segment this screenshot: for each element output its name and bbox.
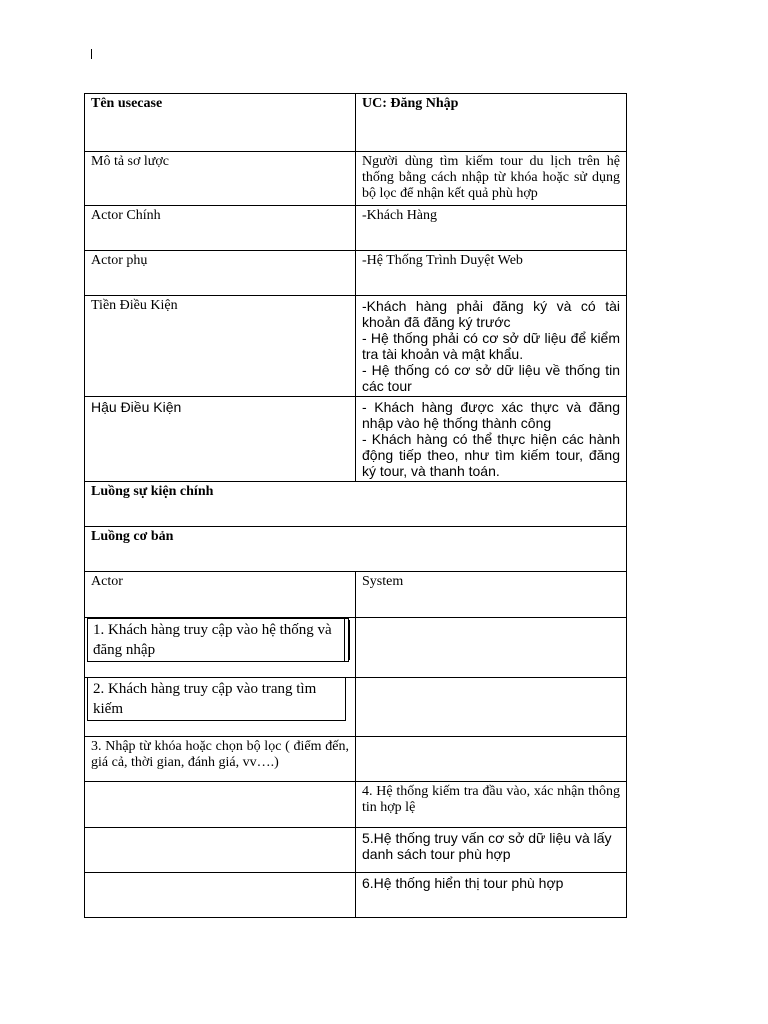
- table-row: [85, 782, 627, 828]
- table-row: [85, 296, 627, 397]
- table-row: [85, 251, 627, 296]
- postcondition-label: Hậu Điều Kiện: [85, 397, 356, 482]
- step-3-actor: 3. Nhập từ khóa hoặc chọn bộ lọc ( điểm đến, giá cả, thời gian, đánh giá, vv….): [85, 737, 356, 782]
- secondary-actor-value: -Hệ Thống Trình Duyệt Web: [356, 251, 627, 296]
- step-actor-cell: [85, 678, 356, 737]
- text-cursor: [91, 49, 92, 59]
- precondition-label: Tiền Điều Kiện: [85, 296, 356, 397]
- step-4-system: 4. Hệ thống kiếm tra đầu vào, xác nhận thông tin hợp lệ: [356, 782, 627, 828]
- table-row: [85, 828, 627, 873]
- primary-actor-value: -Khách Hàng: [356, 206, 627, 251]
- step-actor-cell: [85, 782, 356, 828]
- postcondition-line: - Khách hàng có thể thực hiện các hành động tiếp theo, như tìm kiếm tour, đăng ký tour, và thanh toán.: [362, 431, 620, 479]
- precondition-line: - Hệ thống phải có cơ sở dữ liệu để kiểm tra tài khoản và mật khẩu.: [362, 330, 620, 362]
- postcondition-line: - Khách hàng được xác thực và đăng nhập vào hệ thống thành công: [362, 399, 620, 431]
- step-2-actor: 2. Khách hàng truy cập vào trang tìm kiếm: [87, 677, 346, 721]
- usecase-name-value: UC: Đăng Nhập: [356, 94, 627, 152]
- table-row: [85, 397, 627, 482]
- table-row: [85, 152, 627, 206]
- postcondition-value: [356, 397, 627, 482]
- actor-column-header: Actor: [85, 572, 356, 618]
- step-1-actor: 1. Khách hàng truy cập vào hệ thống và đăng nhập: [87, 618, 349, 662]
- usecase-table: [84, 93, 627, 918]
- precondition-line: -Khách hàng phải đăng ký và có tài khoản đã đăng ký trước: [362, 298, 620, 330]
- precondition-line: - Hệ thống có cơ sở dữ liệu về thống tin các tour: [362, 362, 620, 394]
- table-row: [85, 94, 627, 152]
- precondition-value: [356, 296, 627, 397]
- usecase-name-label: Tên usecase: [85, 94, 356, 152]
- main-flow-heading: Luồng sự kiện chính: [85, 482, 627, 527]
- step-actor-cell: [85, 618, 356, 678]
- step-actor-cell: [85, 828, 356, 873]
- table-row: [85, 618, 627, 678]
- basic-flow-heading: Luồng cơ bản: [85, 527, 627, 572]
- table-row: [85, 678, 627, 737]
- description-label: Mô tả sơ lược: [85, 152, 356, 206]
- system-column-header: System: [356, 572, 627, 618]
- description-value: Người dùng tìm kiếm tour du lịch trên hệ thống bằng cách nhập từ khóa hoặc sử dụng bộ lọc để nhận kết quả phù hợp: [356, 152, 627, 206]
- table-row: [85, 527, 627, 572]
- table-row: [85, 572, 627, 618]
- table-row: [85, 206, 627, 251]
- step-system-cell: [356, 678, 627, 737]
- secondary-actor-label: Actor phụ: [85, 251, 356, 296]
- primary-actor-label: Actor Chính: [85, 206, 356, 251]
- step-6-system: 6.Hệ thống hiển thị tour phù hợp: [356, 873, 627, 918]
- step-actor-cell: [85, 873, 356, 918]
- table-row: [85, 737, 627, 782]
- step-system-cell: [356, 618, 627, 678]
- step-5-system: 5.Hệ thống truy vấn cơ sở dữ liệu và lấy danh sách tour phù hợp: [356, 828, 627, 873]
- step-system-cell: [356, 737, 627, 782]
- table-row: [85, 873, 627, 918]
- table-row: [85, 482, 627, 527]
